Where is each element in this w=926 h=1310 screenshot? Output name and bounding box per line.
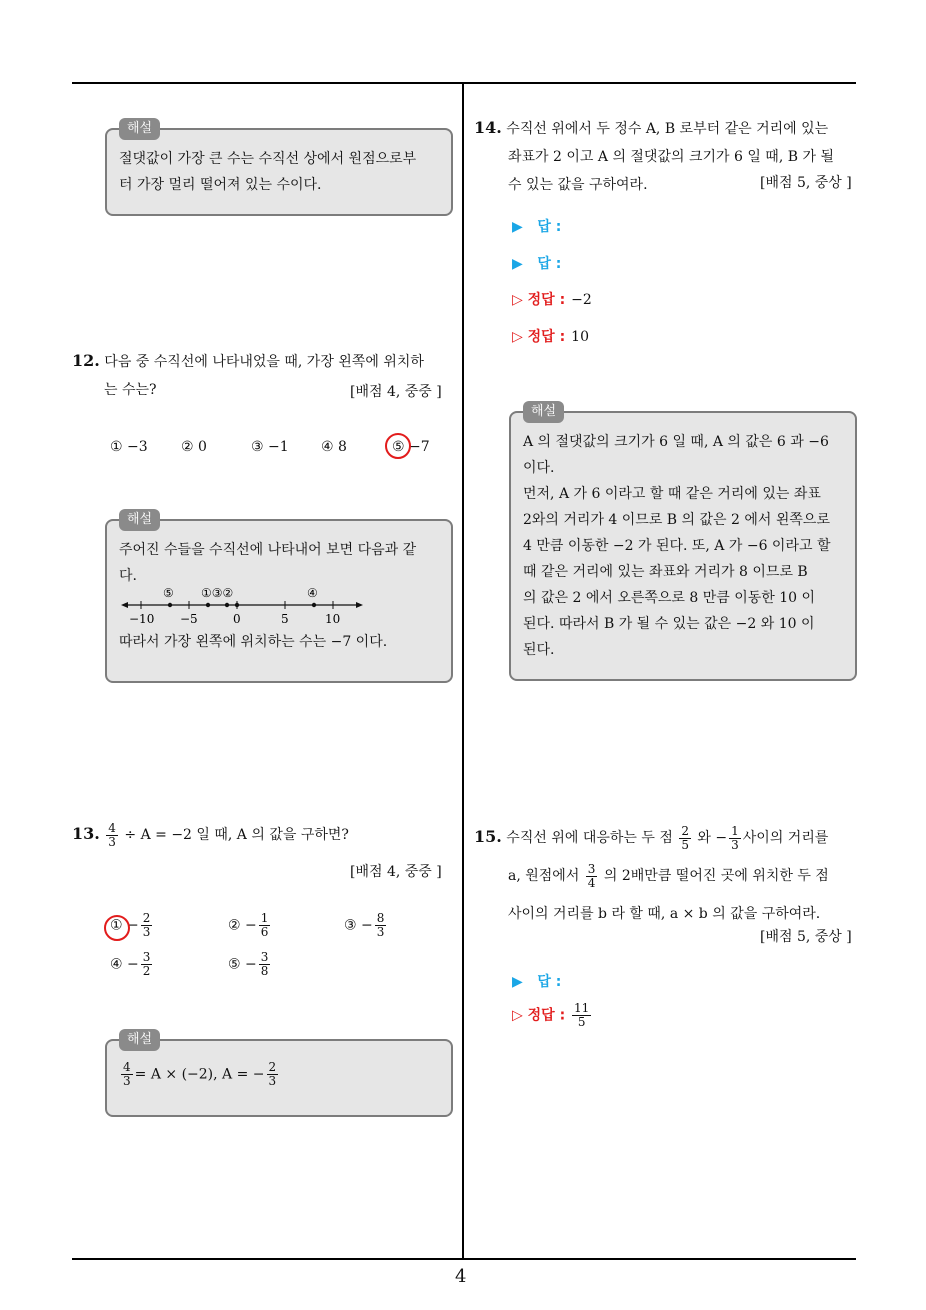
question-text: 좌표가 2 이고 A 의 절댓값의 크기가 6 일 때, B 가 될	[508, 149, 834, 165]
question-text: 사이의 거리를	[742, 830, 829, 846]
question-number: 15.	[474, 827, 502, 846]
top-rule	[72, 82, 856, 84]
answer-line[interactable]: ▶ 답 :	[512, 974, 562, 990]
explanation-tag: 해설	[119, 1029, 160, 1051]
point-label: ①③②	[201, 586, 234, 600]
question-score: [배점 4, 중중 ]	[350, 864, 442, 880]
choice-2[interactable]: ② − $\frac{1}{6}$	[228, 911, 269, 939]
explanation-line: 된다.	[523, 642, 555, 658]
point-label: ④	[307, 586, 318, 600]
question-number: 12.	[72, 351, 100, 370]
explanation-line: 절댓값이 가장 큰 수는 수직선 상에서 원점으로부	[119, 151, 417, 167]
explanation-line: 이다.	[523, 460, 555, 476]
choice-5[interactable]: ⑤ − $\frac{3}{8}$	[228, 950, 269, 978]
question-number: 14.	[474, 118, 502, 137]
question-score: [배점 5, 중상 ]	[760, 929, 852, 945]
fraction: $\frac{3}{4}$	[587, 861, 596, 890]
arrow-right-icon	[356, 602, 363, 608]
correct-answer-circle	[104, 915, 130, 941]
explanation-tag: 해설	[523, 401, 564, 423]
correct-answer-circle	[385, 433, 411, 459]
tick-label: 0	[233, 612, 241, 626]
explanation-box-13	[105, 1032, 453, 1117]
correct-answer: ▷ 정답 : 10	[512, 329, 589, 345]
question-text: a, 원점에서	[508, 868, 580, 884]
explanation-line: 먼저, A 가 6 이라고 할 때 같은 거리에 있는 좌표	[523, 486, 821, 502]
question-text: 사이의 거리를 b 라 할 때, a × b 의 값을 구하여라.	[508, 906, 821, 922]
question-13	[72, 820, 349, 849]
choice-1[interactable]: ① − $\frac{2}{3}$	[110, 911, 151, 939]
question-text: 수 있는 값을 구하여라.	[508, 177, 648, 193]
question-15	[474, 818, 864, 933]
choice-1[interactable]: ① −3	[110, 439, 148, 455]
correct-answer: ▷ 정답 : $\frac{11}{5}$	[512, 1001, 590, 1029]
column-divider	[462, 82, 464, 1260]
question-score: [배점 5, 중상 ]	[760, 175, 852, 191]
explanation-line: 2와의 거리가 4 이므로 B 의 값은 2 에서 왼쪽으로	[523, 512, 830, 528]
explanation-line: 다.	[119, 568, 137, 584]
explanation-box-12	[105, 512, 453, 683]
tick-label: 10	[325, 612, 341, 626]
arrow-left-icon	[121, 602, 128, 608]
fraction: $\frac{4}{3}$	[108, 820, 116, 849]
explanation-line: 주어진 수들을 수직선에 나타내어 보면 다음과 같	[119, 542, 417, 558]
explanation-box-14	[509, 404, 857, 681]
question-text: 수직선 위에 대응하는 두 점	[506, 830, 673, 846]
point-5	[168, 603, 172, 607]
question-score: [배점 4, 중중 ]	[350, 384, 442, 400]
question-text: 는 수는?	[104, 382, 157, 398]
point-4	[312, 603, 316, 607]
point-label: ⑤	[163, 586, 174, 600]
fraction: $\frac{1}{3}$	[731, 823, 739, 852]
choice-3[interactable]: ③ −1	[251, 439, 289, 455]
number-line	[119, 583, 369, 633]
explanation-line: 의 값은 2 에서 오른쪽으로 8 만큼 이동한 10 이	[523, 590, 816, 606]
question-text: 수직선 위에서 두 정수 A, B 로부터 같은 거리에 있는	[506, 121, 829, 137]
fraction: $\frac{2}{5}$	[681, 823, 689, 852]
explanation-line: 따라서 가장 왼쪽에 위치하는 수는 −7 이다.	[119, 634, 388, 650]
choice-3[interactable]: ③ − $\frac{8}{3}$	[344, 911, 385, 939]
point-2	[235, 603, 239, 607]
bottom-rule	[72, 1258, 856, 1260]
explanation-tag: 해설	[119, 509, 160, 531]
question-text: 와 −	[697, 830, 728, 846]
tick-label: 5	[281, 612, 289, 626]
question-text: 다음 중 수직선에 나타내었을 때, 가장 왼쪽에 위치하	[104, 354, 424, 370]
explanation-line: 때 같은 거리에 있는 좌표와 거리가 8 이므로 B	[523, 564, 808, 580]
choice-4[interactable]: ④ 8	[321, 439, 347, 455]
explanation-line: 4 만큼 이동한 −2 가 된다. 또, A 가 −6 이라고 할	[523, 538, 831, 554]
point-1	[206, 603, 210, 607]
explanation-line: $\frac{4}{3}$ = A × (−2), A = − $\frac{2}{3}$	[123, 1060, 277, 1088]
answer-line[interactable]: ▶ 답 :	[512, 256, 562, 272]
question-number: 13.	[72, 824, 100, 843]
tick-label: −5	[180, 612, 198, 626]
question-text: 의 2배만큼 떨어진 곳에 위치한 두 점	[603, 868, 829, 884]
page-number: 4	[455, 1266, 467, 1287]
point-3	[225, 603, 229, 607]
explanation-tag: 해설	[119, 118, 160, 140]
answer-line[interactable]: ▶ 답 :	[512, 219, 562, 235]
explanation-line: A 의 절댓값의 크기가 6 일 때, A 의 값은 6 과 −6	[523, 434, 829, 450]
correct-answer: ▷ 정답 : −2	[512, 292, 592, 308]
question-text: ÷ A = −2 일 때, A 의 값을 구하면?	[124, 827, 349, 843]
explanation-box-11	[105, 121, 453, 216]
tick-label: −10	[129, 612, 155, 626]
choice-5[interactable]: ⑤ −7	[392, 439, 430, 455]
choice-2[interactable]: ② 0	[181, 439, 207, 455]
choice-4[interactable]: ④ − $\frac{3}{2}$	[110, 950, 151, 978]
explanation-line: 터 가장 멀리 떨어져 있는 수이다.	[119, 177, 322, 193]
explanation-line: 된다. 따라서 B 가 될 수 있는 값은 −2 와 10 이	[523, 616, 815, 632]
